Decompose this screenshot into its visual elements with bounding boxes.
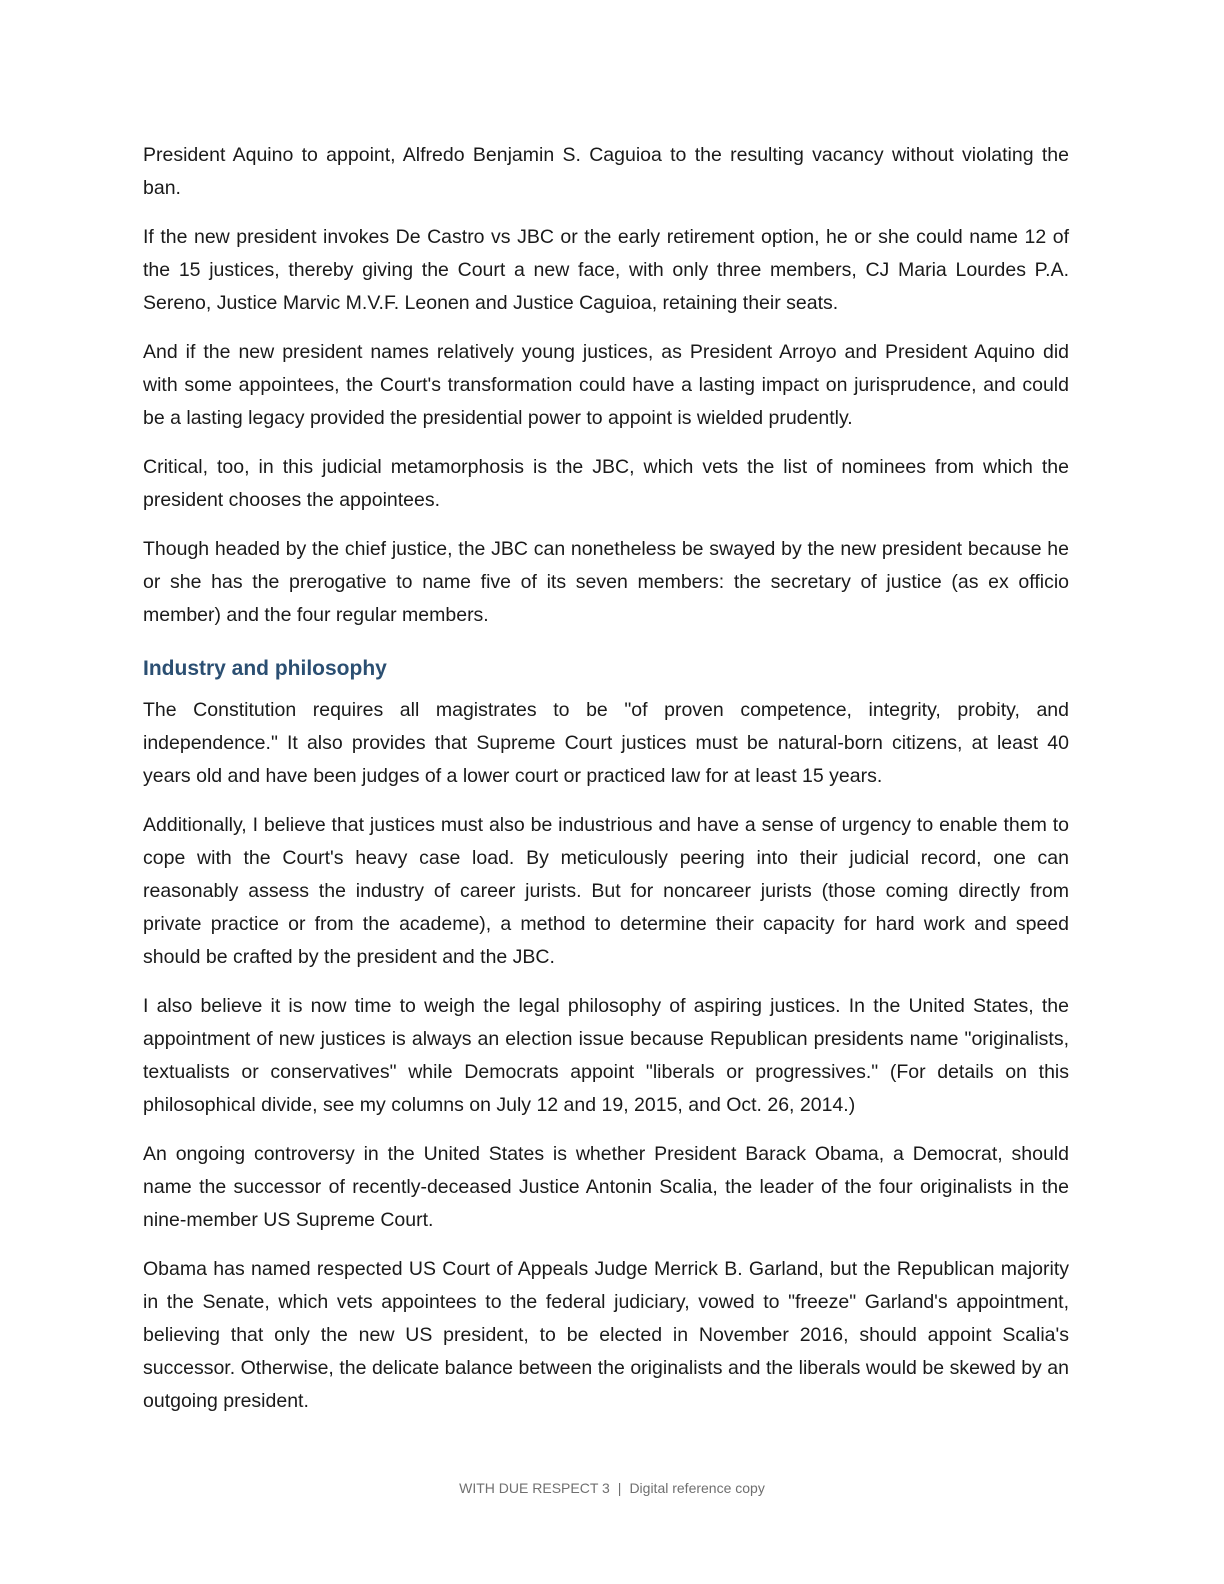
section-heading: Industry and philosophy bbox=[143, 657, 387, 680]
paragraph: President Aquino to appoint, Alfredo Benjamin S. Caguioa to the resulting vacancy without violating the ban. bbox=[143, 144, 1069, 199]
paragraph: I also believe it is now time to weigh the legal philosophy of aspiring justices. In the United States, the appointment of new justices is always an election issue because Republican presidents name "originalists, textualists or conservatives" while Democrats appoint "liberals or progressives." (For details on this philosophical divide, see my columns on July 12 and 19, 2015, and Oct. 26, 2014.) bbox=[143, 995, 1069, 1116]
paragraph: Additionally, I believe that justices must also be industrious and have a sense of urgency to enable them to cope with the Court's heavy case load. By meticulously peering into their judicial record, one can reasonably assess the industry of career jurists. But for noncareer jurists (those coming directly from private practice or from the academe), a method to determine their capacity for hard work and speed should be crafted by the president and the JBC. bbox=[143, 814, 1069, 968]
paragraph: If the new president invokes De Castro vs JBC or the early retirement option, he or she could name 12 of the 15 justices, thereby giving the Court a new face, with only three members, CJ Maria Lourdes P.A. Sereno, Justice Marvic M.V.F. Leonen and Justice Caguioa, retaining their seats. bbox=[143, 226, 1069, 314]
paragraph: Critical, too, in this judicial metamorphosis is the JBC, which vets the list of nominees from which the president chooses the appointees. bbox=[143, 456, 1069, 511]
page-footer bbox=[0, 1478, 1224, 1498]
document-body bbox=[143, 139, 1069, 1434]
paragraph: The Constitution requires all magistrates to be "of proven competence, integrity, probity, and independence." It also provides that Supreme Court justices must be natural-born citizens, at least 40 years old and have been judges of a lower court or practiced law for at least 15 years. bbox=[143, 699, 1069, 787]
footer-separator: | bbox=[617, 1480, 622, 1496]
paragraph: And if the new president names relatively young justices, as President Arroyo and President Aquino did with some appointees, the Court's transformation could have a lasting impact on jurisprudence, and could be a lasting legacy provided the presidential power to appoint is wielded prudently. bbox=[143, 341, 1069, 429]
paragraph: An ongoing controversy in the United States is whether President Barack Obama, a Democrat, should name the successor of recently-deceased Justice Antonin Scalia, the leader of the four originalists in the nine-member US Supreme Court. bbox=[143, 1143, 1069, 1231]
footer-note: Digital reference copy bbox=[629, 1480, 765, 1496]
paragraph: Obama has named respected US Court of Appeals Judge Merrick B. Garland, but the Republican majority in the Senate, which vets appointees to the federal judiciary, vowed to "freeze" Garland's appointment, believing that only the new US president, to be elected in November 2016, should appoint Scalia's successor. Otherwise, the delicate balance between the originalists and the liberals would be skewed by an outgoing president. bbox=[143, 1258, 1069, 1412]
footer-title: WITH DUE RESPECT 3 bbox=[459, 1480, 610, 1496]
paragraph: Though headed by the chief justice, the JBC can nonetheless be swayed by the new president because he or she has the prerogative to name five of its seven members: the secretary of justice (as ex officio member) and the four regular members. bbox=[143, 538, 1069, 626]
